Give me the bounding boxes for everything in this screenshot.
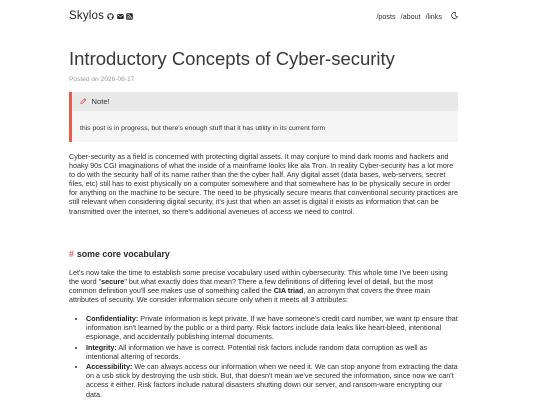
site-header bbox=[69, 9, 459, 25]
intro-paragraph: Cyber-security as a field is concerned with protecting digital assets. It may conjure to mind dark rooms and hackers and hoaky 90s CGI imaginations of what the inside of a mainframe looks like ala Tron. In reality Cyber-security has a lot more to do with the security half of its name rather than the the cyber half. Any digital asset (data bases, web-servers, secret files, etc) still has to exist physically on a computer somewhere and that somewhere has to be physically secure in order for anything on the machine to be secure. The need to be physically secure means that conventional security practices are still relevant when considering digital security, it's just that when an asset is digital it exists as information that can be transmitted over the internet, so there's additional aveneues of access we need to control. bbox=[69, 152, 459, 216]
vocab-paragraph bbox=[69, 268, 459, 304]
list-item-accessibility bbox=[86, 362, 459, 398]
list-text: We can always access our information when we need it. We can stop anyone from extracting the data on a usb stick by destroying the usb stick. But, that doesn't mean we've secured the information, since now we can't access it either. Risk factors include natural disasters shutting down our server, and ransom-ware encrypting our data. bbox=[86, 362, 458, 399]
nav-link-links[interactable]: /links bbox=[425, 11, 442, 21]
main-nav bbox=[376, 12, 442, 21]
nav-link-about[interactable]: /about bbox=[400, 11, 421, 21]
social-links bbox=[107, 13, 133, 20]
list-text: Private information is kept private. If we have someone's credit card number, we want tp ensure that information isn't learned by the public or a third party. Risk factors include data leaks like heart-bleed, intentional espionage, and accidentally publishing internal documents. bbox=[86, 314, 458, 342]
post-title: Introductory Concepts of Cyber-security bbox=[69, 48, 395, 69]
rss-icon[interactable] bbox=[126, 13, 133, 20]
list-term: Integrity: bbox=[86, 342, 117, 352]
note-text: this post is in progress, but there's enough stuff that it has utility in its current form bbox=[69, 111, 458, 142]
vocab-text-1: Let's now take the time to establish some precise vocabulary used within cybersecurity. This whole time I've been using the word " bbox=[69, 268, 448, 287]
note-header bbox=[69, 92, 458, 111]
note-label: Note! bbox=[91, 97, 110, 106]
cia-list bbox=[69, 314, 459, 400]
mail-icon[interactable] bbox=[117, 13, 124, 20]
list-text: All information we have is correct. Potential risk factors include random data corruption as well as intentional altering of records. bbox=[86, 342, 428, 361]
list-item-confidentiality bbox=[86, 314, 459, 341]
list-term: Confidentiality: bbox=[86, 314, 139, 323]
list-item-integrity bbox=[86, 343, 459, 361]
post-date bbox=[69, 75, 134, 84]
note-callout bbox=[69, 92, 458, 142]
vocab-text-2: " but what exactly does that mean? There a few definitions of differing level of detail, but the most common definition you'll see makes use of something called the bbox=[69, 277, 434, 296]
nav-link-posts[interactable]: /posts bbox=[376, 11, 396, 21]
moon-icon[interactable] bbox=[451, 12, 458, 19]
posted-label: Posted on bbox=[69, 76, 99, 83]
date-value: 2026-06-17 bbox=[100, 76, 135, 83]
site-title-link[interactable]: Skylos bbox=[69, 10, 105, 22]
pencil-icon bbox=[80, 98, 87, 105]
list-term: Accessibility: bbox=[86, 362, 133, 372]
vocab-text-3: , an acronym that covers the three main attributes of security. We consider information secure only when it meets all 3 attributes: bbox=[69, 286, 431, 305]
heading-anchor-link[interactable]: # bbox=[69, 249, 74, 259]
vocab-bold-cia-triad: CIA triad bbox=[273, 286, 304, 296]
vocab-bold-secure: secure bbox=[101, 277, 125, 287]
section-heading bbox=[69, 249, 170, 260]
section-heading-text: some core vocabulary bbox=[76, 249, 170, 259]
github-icon[interactable] bbox=[107, 13, 114, 20]
